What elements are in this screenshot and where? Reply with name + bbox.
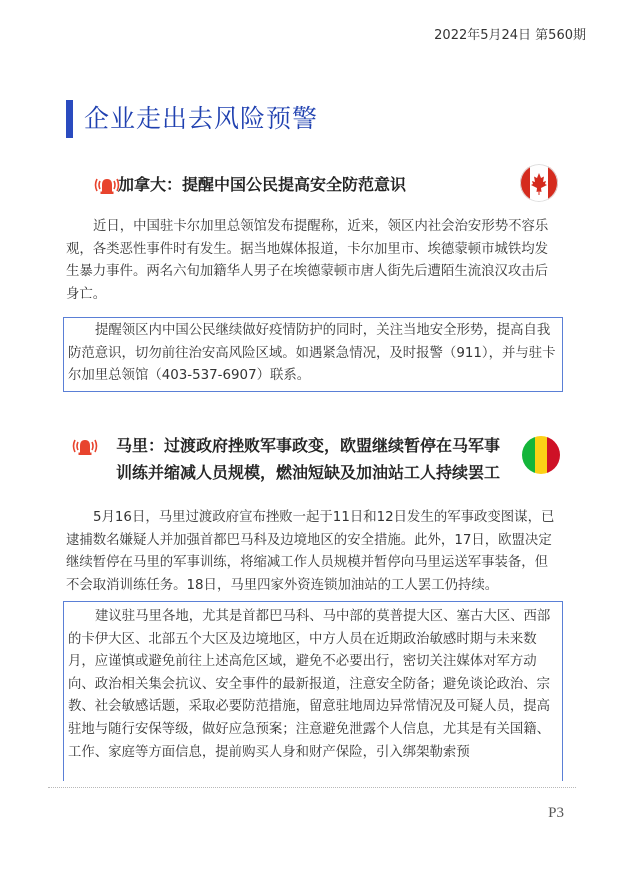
section-title: 企业走出去风险预警 bbox=[84, 104, 319, 133]
page-number: P3 bbox=[548, 805, 564, 821]
footer-divider bbox=[48, 787, 576, 788]
issue-date: 2022年5月24日 第560期 bbox=[434, 28, 586, 43]
section-accent-bar bbox=[66, 100, 73, 138]
article-body: 5月16日，马里过渡政府宣布挫败一起于11日和12日发生的军事政变图谋，已逮捕数名嫌疑人并加强首都巴马科及边境地区的安全措施。此外，17日，欧盟决定继续暂停在马里的军事训练，将缩减工作人员规模并暂停向马里运送军事装备，但不会取消训练任务。18日，马里四家外资连锁加油站的工人罢工仍持续。 bbox=[66, 510, 555, 593]
alarm-icon bbox=[70, 436, 100, 456]
headline-line: 加拿大：提醒中国公民提高安全防范意识 bbox=[118, 175, 407, 194]
advisory-text: 建议驻马里各地，尤其是首都巴马科、马中部的莫普提大区、塞古大区、西部的卡伊大区、北部五个大区及边境地区，中方人员在近期政治敏感时期与未来数月，应谨慎或避免前往上述高危区域，避免不必要出行，密切关注媒体对军方动向、政治相关集会抗议、安全事件的最新报道，注意安全防备；避免谈论政治、宗教、社会敏感话题，采取必要防范措施，留意驻地周边异常情况及可疑人员，提高驻地与随行安保等级，做好应急预案；注意避免泄露个人信息，尤其是有关国籍、工作、家庭等方面信息，提前购买人身和财产保险，引入绑架勒索预 bbox=[68, 609, 551, 760]
advisory-box bbox=[63, 601, 563, 781]
article-body: 近日，中国驻卡尔加里总领馆发布提醒称，近来，领区内社会治安形势不容乐观，各类恶性事件时有发生。据当地媒体报道，卡尔加里市、埃德蒙顿市城铁均发生暴力事件。两名六旬加籍华人男子在埃德蒙顿市唐人街先后遭陌生流浪汉攻击后身亡。 bbox=[66, 219, 549, 302]
mali-flag-icon bbox=[522, 436, 560, 474]
headline-line: 训练并缩减人员规模，燃油短缺及加油站工人持续罢工 bbox=[116, 463, 501, 482]
article-headline bbox=[118, 171, 406, 198]
canada-flag-icon bbox=[520, 164, 558, 202]
article-headline bbox=[116, 432, 500, 486]
headline-line: 马里：过渡政府挫败军事政变，欧盟继续暂停在马军事 bbox=[116, 436, 501, 455]
advisory-text: 提醒领区内中国公民继续做好疫情防护的同时，关注当地安全形势，提高自我防范意识，切勿前往治安高风险区域。如遇紧急情况，及时报警（911），并与驻卡尔加里总领馆（403-537-6907）联系。 bbox=[68, 323, 556, 384]
advisory-box bbox=[63, 317, 563, 392]
